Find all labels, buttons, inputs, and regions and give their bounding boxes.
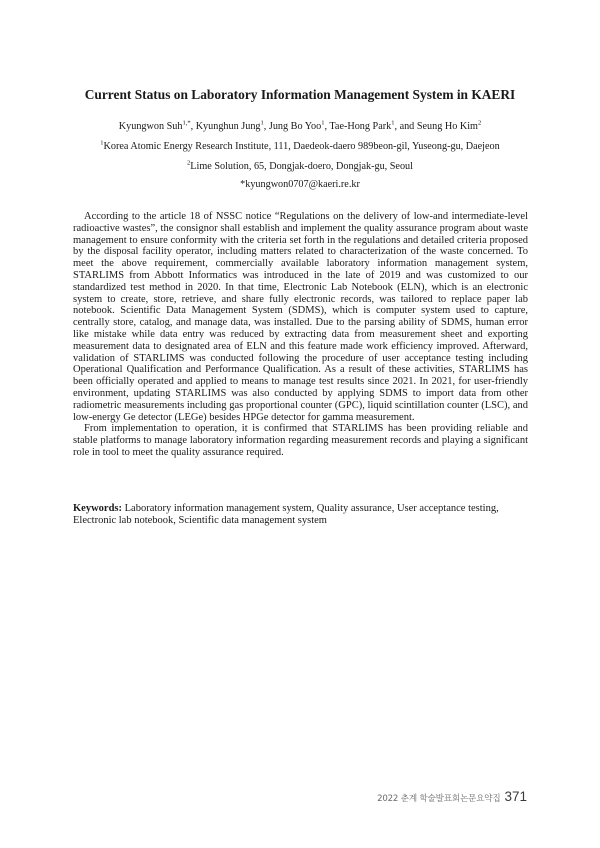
paper-title: Current Status on Laboratory Information Management System in KAERI xyxy=(84,87,516,102)
abstract xyxy=(73,211,528,459)
page-footer xyxy=(377,789,527,804)
author-affiliation-mark: 1 xyxy=(260,119,264,127)
affiliation-mark: 2 xyxy=(187,159,191,167)
keywords-label: Keywords: xyxy=(73,503,122,514)
affiliation-lime-solution xyxy=(40,160,560,173)
affiliation-kaeri xyxy=(40,140,560,153)
author-name: Seung Ho Kim xyxy=(416,121,478,132)
author-name: Kyungwon Suh xyxy=(118,121,183,132)
abstract-paragraph: According to the article 18 of NSSC notice “Regulations on the delivery of low-and intermediate-level radioactive wastes”, the consignor shall establish and implement the quality assurance program about waste management to ensure conformity with the criteria set forth in the regulations and detailed criteria proposed by the disposal facility operator, including matters related to characterization of the waste concerned. To meet the above requirement, commercially available laboratory information management system, STARLIMS from Abbott Informatics was introduced in the late of 2019 and was customized to our standardized test method in 2020. In that time, Electronic Lab Notebook (ELN), which is an electronic system to create, store, retrieve, and share fully electronic records, was tailored to replace paper lab notebook. Scientific Data Management System (SDMS), which is computer system used to capture, centrally store, catalog, and manage data, was installed. Due to the parsing ability of SDMS, human error like mistake while data entry was reduced by extracting data from measurement sheet and exporting measurement data to designated area of ELN and this feature made work efficiency improved. Afterward, validation of STARLIMS was conducted following the procedure of user acceptance testing including Operational Qualification and Performance Qualification. As a result of these activities, STARLIMS has been officially operated and applied to means to manage test results since 2021. In 2021, for user-friendly environment, updating STARLIMS was also conducted by applying SDMS to import data from other radiometric measurements including gas proportional counter (GPC), liquid scintillation counter (LSC), and low-energy Ge detector (LEGe) besides HPGe detector for gamma measurement. xyxy=(73,211,528,423)
affiliation-text: Lime Solution, 65, Dongjak-doero, Dongjak-gu, Seoul xyxy=(190,161,413,172)
author-affiliation-mark: 1 xyxy=(321,119,325,127)
author-list: Kyungwon Suh$^{1,*}$, Kyunghun Jung$^1$, Jung Bo Yoo$^1$, Tae-Hong Park$^1$, and Seung Ho Kim$^2$ xyxy=(118,119,482,132)
keywords-text: Laboratory information management system, Quality assurance, User acceptance testing, Electronic lab notebook, Scientific data management system xyxy=(73,503,499,526)
affiliation-mark: 1 xyxy=(100,139,104,147)
author-name: Jung Bo Yoo xyxy=(268,121,322,132)
affiliation-text: Korea Atomic Energy Research Institute, 111, Daedeok-daero 989beon-gil, Yuseong-gu, Daejeon xyxy=(103,141,500,152)
keywords xyxy=(73,503,528,527)
page-number: 371 xyxy=(504,789,527,804)
author-affiliation-mark: 1 xyxy=(391,119,395,127)
author-affiliation-mark: 1,* xyxy=(182,119,191,127)
author-name: Tae-Hong Park xyxy=(329,121,392,132)
author-affiliation-mark: 2 xyxy=(477,119,482,127)
author-name: Kyunghun Jung xyxy=(195,121,261,132)
abstract-paragraph: From implementation to operation, it is confirmed that STARLIMS has been providing reliable and stable platforms to manage laboratory information regarding measurement records and playing a significant role in tool to meet the quality assurance required. xyxy=(73,423,528,458)
proceedings-title: 2022 춘계 학술발표회논문요약집 xyxy=(377,794,501,804)
corresponding-email: *kyungwon0707@kaeri.re.kr xyxy=(240,179,360,190)
